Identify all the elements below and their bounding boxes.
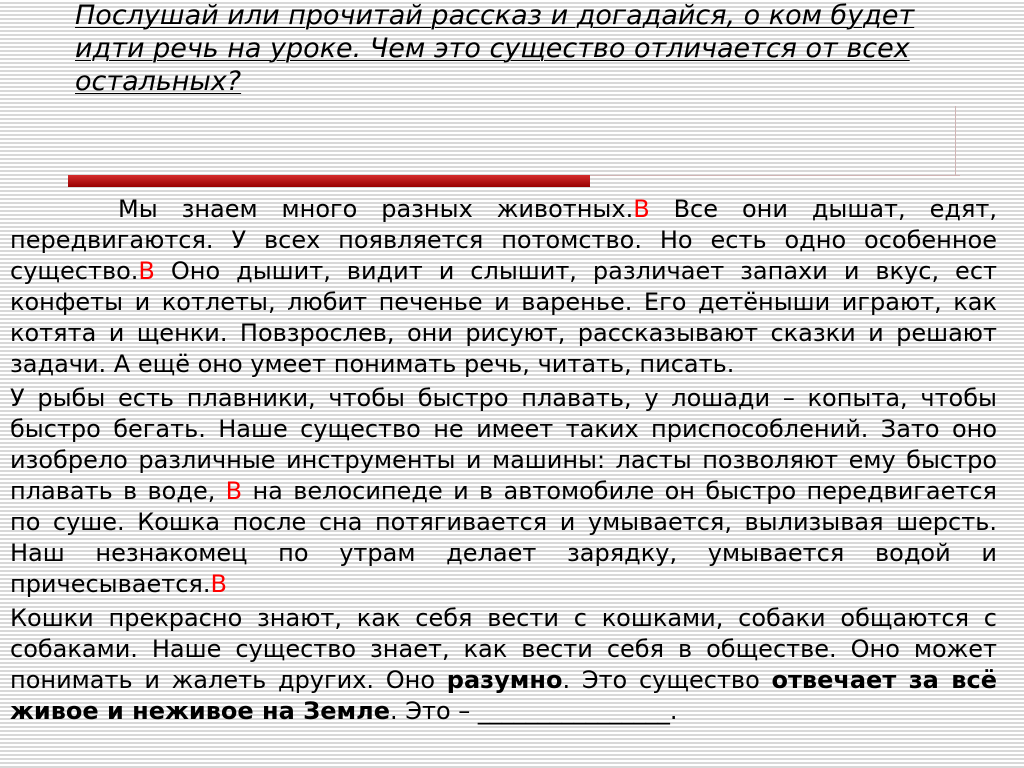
vertical-rule [955, 106, 956, 176]
answer-blank: ________________ [477, 697, 670, 725]
story-text [10, 194, 997, 727]
paragraph-text: Кошки прекрасно знают, как себя вести с кошками, собаки общаются с собаками. Наше существо знает, как вести себя в обществе. Оно может понимать и жалеть других. Оно [10, 604, 997, 694]
red-marker: В [138, 257, 155, 285]
paragraph-text: . [669, 697, 678, 725]
story-paragraph-2 [10, 383, 997, 600]
paragraph-text: У рыбы есть плавники, чтобы быстро плавать, у лошади – копыта, чтобы быстро бегать. Наше существо не имеет таких приспособлений. Зато оно изобрело различные инструменты и машины: ласты позволяют ему быстро плавать в воде, [10, 384, 997, 505]
red-accent-bar [68, 175, 590, 187]
story-paragraph-3 [10, 603, 997, 727]
red-marker: В [210, 570, 227, 598]
red-marker: В [225, 477, 243, 505]
paragraph-text: Мы знаем много разных животных. [118, 195, 634, 223]
paragraph-text: на велосипеде и в автомобиле он быстро передвигается по суше. Кошка после сна потягивается и умывается, вылизывая шерсть. Наш незнакомец по утрам делает зарядку, умывается водой и причесывается. [10, 477, 997, 598]
bold-phrase: отвечает за всё живое и неживое на Земле [10, 666, 997, 725]
story-paragraph-1 [10, 194, 997, 380]
paragraph-text: . Это существо [562, 666, 772, 694]
paragraph-text: Все они дышат, едят, передвигаются. У всех появляется потомство. Но есть одно особенное существо. [10, 195, 997, 285]
bold-phrase: разумно [446, 666, 563, 694]
horizontal-rule [590, 175, 960, 176]
paragraph-text: . Это – [389, 697, 478, 725]
red-marker: В [633, 195, 650, 223]
paragraph-text: Оно дышит, видит и слышит, различает запахи и вкус, ест конфеты и котлеты, любит печенье и варенье. Его детёныши играют, как котята и щенки. Повзрослев, они рисуют, рассказывают сказки и решают задачи. А ещё оно умеет понимать речь, читать, писать. [10, 257, 997, 378]
slide-title: Послушай или прочитай рассказ и догадайся, о ком будет идти речь на уроке. Чем это существо отличается от всех остальных? [75, 0, 915, 97]
